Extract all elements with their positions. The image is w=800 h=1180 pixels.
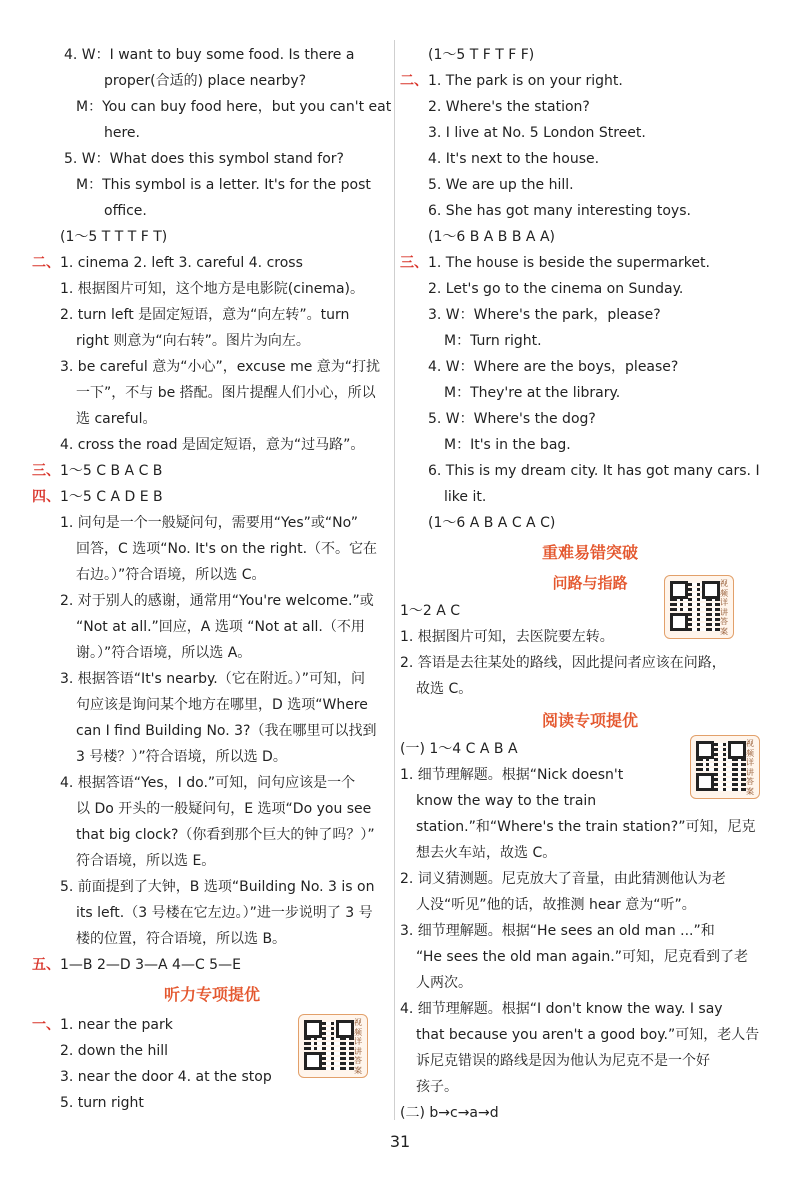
- text-line: [400, 650, 780, 676]
- line-text: 以 Do 开头的一般疑问句，E 选项“Do you see: [76, 801, 372, 817]
- text-line: [400, 224, 780, 250]
- line-text: 4. W：Where are the boys，please?: [428, 359, 679, 375]
- text-line: [32, 614, 392, 640]
- line-text: 孩子。: [416, 1079, 458, 1095]
- text-line: [32, 380, 392, 406]
- text-line: [32, 328, 392, 354]
- line-text: 人两次。: [416, 975, 472, 991]
- text-line: [400, 970, 780, 996]
- line-text: 1. 问句是一个一般疑问句，需要用“Yes”或“No”: [60, 515, 358, 531]
- text-line: [32, 822, 392, 848]
- line-text: 句应该是询问某个地方在哪里，D 选项“Where: [76, 697, 368, 713]
- line-text: (1～6 B A B B A A): [428, 229, 555, 245]
- line-text: 5. 前面提到了大钟，B 选项“Building No. 3 is on: [60, 879, 375, 895]
- qr-code-badge[interactable]: [298, 1014, 368, 1078]
- line-text: M：Turn right.: [444, 333, 542, 349]
- line-text: 3. W：Where's the park，please?: [428, 307, 661, 323]
- text-line: [32, 510, 392, 536]
- line-text: M：It's in the bag.: [444, 437, 571, 453]
- text-line: [400, 1100, 780, 1126]
- line-text: 1—B 2—D 3—A 4—C 5—E: [60, 957, 241, 973]
- text-line: [32, 640, 392, 666]
- line-text: 4. 根据答语“Yes，I do.”可知，问句应该是一个: [60, 775, 356, 791]
- page-number: 31: [389, 1132, 411, 1151]
- text-line: [400, 484, 780, 510]
- text-line: [400, 866, 780, 892]
- line-text: 楼的位置，符合语境，所以选 B。: [76, 931, 287, 947]
- line-text: M：You can buy food here，but you can't eat: [76, 99, 392, 115]
- qr-finder-icon: [696, 773, 714, 791]
- line-text: 1. 细节理解题。根据“Nick doesn't: [400, 767, 624, 783]
- line-text: know the way to the train: [416, 793, 597, 809]
- line-text: 5. W：What does this symbol stand for?: [64, 151, 344, 167]
- qr-finder-icon: [670, 581, 688, 599]
- line-text: 3. 细节理解题。根据“He sees an old man ...”和: [400, 923, 715, 939]
- text-line: [400, 302, 780, 328]
- text-line: [32, 952, 392, 978]
- qr-finder-icon: [702, 581, 720, 599]
- text-line: [32, 42, 392, 68]
- text-line: [32, 172, 392, 198]
- text-line: [32, 1090, 392, 1116]
- text-line: [32, 562, 392, 588]
- text-line: [400, 42, 780, 68]
- text-line: [32, 302, 392, 328]
- text-line: [400, 1022, 780, 1048]
- line-text: 6. This is my dream city. It has got many cars. I: [428, 463, 760, 479]
- text-line: [32, 796, 392, 822]
- text-line: [400, 354, 780, 380]
- text-line: [32, 250, 392, 276]
- text-line: [400, 146, 780, 172]
- line-text: 5. W：Where's the dog?: [428, 411, 596, 427]
- line-text: 1. 根据图片可知，去医院要左转。: [400, 629, 614, 645]
- text-line: [32, 354, 392, 380]
- line-text: 2. Where's the station?: [428, 99, 590, 115]
- section-number: 三、: [32, 463, 60, 479]
- text-line: [400, 1048, 780, 1074]
- line-text: 1～5 C A D E B: [60, 489, 163, 505]
- line-text: 4. W：I want to buy some food. Is there a: [64, 47, 355, 63]
- right-answer-lines: [400, 42, 780, 536]
- line-text: “He sees the old man again.”可知，尼克看到了老: [416, 949, 748, 965]
- text-line: [32, 536, 392, 562]
- qr-finder-icon: [304, 1020, 322, 1038]
- line-text: 3 号楼？）”符合语境，所以选 D。: [76, 749, 287, 765]
- qr-finder-icon: [696, 741, 714, 759]
- line-text: 诉尼克错误的路线是因为他认为尼克不是一个好: [416, 1053, 710, 1069]
- text-line: [32, 94, 392, 120]
- text-line: [400, 120, 780, 146]
- line-text: 6. She has got many interesting toys.: [428, 203, 691, 219]
- line-text: 1. cinema 2. left 3. careful 4. cross: [60, 255, 303, 271]
- line-text: 选 careful。: [76, 411, 157, 427]
- left-answer-lines: [32, 42, 392, 978]
- text-line: [400, 276, 780, 302]
- text-line: [400, 510, 780, 536]
- text-line: [400, 996, 780, 1022]
- line-text: (1～6 A B A C A C): [428, 515, 556, 531]
- text-line: [32, 666, 392, 692]
- text-line: [32, 198, 392, 224]
- qr-finder-icon: [304, 1052, 322, 1070]
- text-line: [32, 744, 392, 770]
- line-text: its left.（3 号楼在它左边。）”进一步说明了 3 号: [76, 905, 373, 921]
- line-text: 右边。）”符合语境，所以选 C。: [76, 567, 266, 583]
- text-line: [400, 380, 780, 406]
- line-text: 1～5 C B A C B: [60, 463, 163, 479]
- line-text: 人没“听见”他的话，故推测 hear 意为“听”。: [416, 897, 696, 913]
- line-text: 符合语境，所以选 E。: [76, 853, 216, 869]
- text-line: [32, 484, 392, 510]
- line-text: 故选 C。: [416, 681, 473, 697]
- section-number: 二、: [32, 255, 60, 271]
- qr-code-badge[interactable]: [690, 735, 760, 799]
- text-line: [400, 432, 780, 458]
- line-text: 5. turn right: [60, 1095, 144, 1111]
- line-text: 3. near the door 4. at the stop: [60, 1069, 272, 1085]
- line-text: (一) 1～4 C A B A: [400, 741, 518, 757]
- text-line: [32, 874, 392, 900]
- text-line: [32, 406, 392, 432]
- section-title-listening: 听力专项提优: [163, 985, 260, 1004]
- text-line: [32, 900, 392, 926]
- line-text: 2. Let's go to the cinema on Sunday.: [428, 281, 684, 297]
- column-divider: [394, 40, 395, 1120]
- qr-caption: 视频详讲答案: [720, 579, 728, 636]
- text-line: [32, 458, 392, 484]
- line-text: office.: [104, 203, 147, 219]
- text-line: [400, 676, 780, 702]
- text-line: [400, 458, 780, 484]
- text-line: [400, 1074, 780, 1100]
- line-text: 1. near the park: [60, 1017, 173, 1033]
- section-subtitle-directions: 问路与指路: [552, 574, 628, 592]
- line-text: 4. It's next to the house.: [428, 151, 600, 167]
- line-text: that because you aren't a good boy.”可知，老人告: [416, 1027, 760, 1043]
- text-line: [32, 224, 392, 250]
- text-line: [32, 692, 392, 718]
- line-text: here.: [104, 125, 140, 141]
- line-text: “Not at all.”回应，A 选项 “Not at all.（不用: [76, 619, 365, 635]
- section-title-reading: 阅读专项提优: [541, 711, 638, 730]
- qr-finder-icon: [336, 1020, 354, 1038]
- line-text: 2. down the hill: [60, 1043, 169, 1059]
- qr-code-badge[interactable]: [664, 575, 734, 639]
- text-line: [400, 198, 780, 224]
- left-column: [32, 42, 392, 1116]
- line-text: 1. The house is beside the supermarket.: [428, 255, 710, 271]
- line-text: 回答，C 选项“No. It's on the right.（不。它在: [76, 541, 378, 557]
- line-text: 谢。）”符合语境，所以选 A。: [76, 645, 252, 661]
- line-text: 4. 细节理解题。根据“I don't know the way. I say: [400, 1001, 723, 1017]
- text-line: [32, 588, 392, 614]
- text-line: [32, 120, 392, 146]
- line-text: 5. We are up the hill.: [428, 177, 574, 193]
- section-number: 三、: [400, 255, 428, 271]
- text-line: [32, 432, 392, 458]
- line-text: 3. be careful 意为“小心”，excuse me 意为“打扰: [60, 359, 381, 375]
- line-text: 想去火车站，故选 C。: [416, 845, 557, 861]
- line-text: M：They're at the library.: [444, 385, 621, 401]
- line-text: proper(合适的) place nearby?: [104, 73, 307, 89]
- line-text: (二) b→c→a→d: [400, 1105, 499, 1121]
- line-text: M：This symbol is a letter. It's for the post: [76, 177, 371, 193]
- line-text: can I find Building No. 3?（我在哪里可以找到: [76, 723, 377, 739]
- text-line: [32, 848, 392, 874]
- text-line: [400, 172, 780, 198]
- text-line: [32, 926, 392, 952]
- line-text: 1. The park is on your right.: [428, 73, 623, 89]
- text-line: [400, 94, 780, 120]
- section-number: 五、: [32, 957, 60, 973]
- text-line: [32, 770, 392, 796]
- section-number: 四、: [32, 489, 60, 505]
- line-text: station.”和“Where's the train station?”可知，尼克: [416, 819, 756, 835]
- qr-caption: 视频详讲答案: [354, 1018, 362, 1075]
- qr-caption: 视频详讲答案: [746, 739, 754, 796]
- qr-finder-icon: [728, 741, 746, 759]
- line-text: 1. 根据图片可知，这个地方是电影院(cinema)。: [60, 281, 365, 297]
- line-text: (1～5 T F T F F): [428, 47, 535, 63]
- text-line: [400, 840, 780, 866]
- text-line: [400, 68, 780, 94]
- line-text: that big clock?（你看到那个巨大的钟了吗？）”: [76, 827, 375, 843]
- text-line: [400, 406, 780, 432]
- line-text: like it.: [444, 489, 487, 505]
- line-text: 2. 对于别人的感谢，通常用“You're welcome.”或: [60, 593, 374, 609]
- text-line: [32, 146, 392, 172]
- line-text: 2. turn left 是固定短语，意为“向左转”。turn: [60, 307, 350, 323]
- line-text: 3. 根据答语“It's nearby.（它在附近。）”可知，问: [60, 671, 365, 687]
- text-line: [400, 944, 780, 970]
- text-line: [400, 328, 780, 354]
- section-number: 一、: [32, 1017, 60, 1033]
- line-text: 4. cross the road 是固定短语，意为“过马路”。: [60, 437, 365, 453]
- line-text: 2. 答语是去往某处的路线，因此提问者应该在问路，: [400, 655, 726, 671]
- section-title-difficult: 重难易错突破: [541, 543, 638, 562]
- qr-finder-icon: [670, 613, 688, 631]
- text-line: [400, 814, 780, 840]
- text-line: [400, 918, 780, 944]
- text-line: [32, 276, 392, 302]
- line-text: (1～5 T T T F T): [60, 229, 168, 245]
- text-line: [32, 718, 392, 744]
- line-text: 3. I live at No. 5 London Street.: [428, 125, 646, 141]
- line-text: 一下”，不与 be 搭配。图片提醒人们小心，所以: [76, 385, 376, 401]
- line-text: 2. 词义猜测题。尼克放大了音量，由此猜测他认为老: [400, 871, 726, 887]
- text-line: [400, 892, 780, 918]
- line-text: right 则意为“向右转”。图片为向左。: [76, 333, 310, 349]
- text-line: [32, 68, 392, 94]
- line-text: 1～2 A C: [400, 603, 461, 619]
- text-line: [400, 250, 780, 276]
- section-number: 二、: [400, 73, 428, 89]
